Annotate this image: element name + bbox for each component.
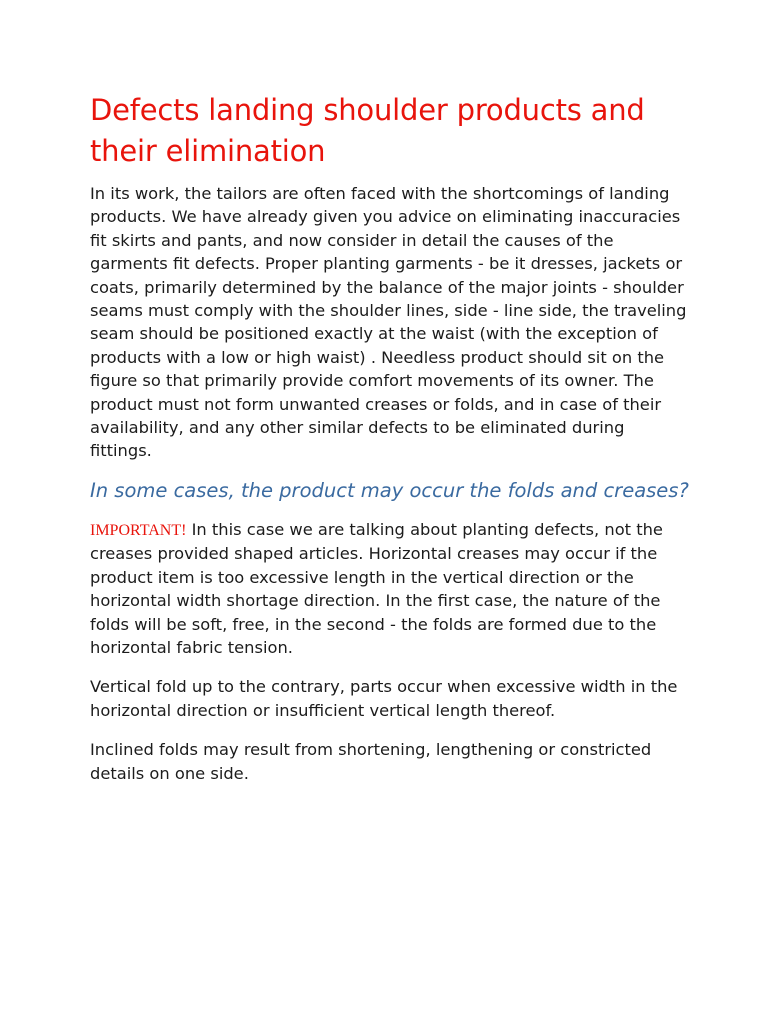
important-label: IMPORTANT! [90, 521, 187, 539]
document-page [90, 90, 690, 785]
intro-paragraph: In its work, the tailors are often faced with the shortcomings of landing products. We have already given you advice on eliminating inaccuracies fit skirts and pants, and now consider in detail the causes of the garments fit defects. Proper planting garments - be it dresses, jackets or coats, primarily determined by the balance of the major joints - shoulder seams must comply with the shoulder lines, side - line side, the traveling seam should be positioned exactly at the waist (with the exception of products with a low or high waist) . Needless product should sit on the figure so that primarily provide comfort movements of its owner. The product must not form unwanted creases or folds, and in case of their availability, and any other similar defects to be eliminated during fittings. [90, 184, 687, 461]
important-paragraph [90, 518, 690, 659]
document-title: Defects landing shoulder products and their elimination [90, 93, 645, 168]
vertical-fold-paragraph: Vertical fold up to the contrary, parts occur when excessive width in the horizontal direction or insufficient vertical length thereof. [90, 677, 678, 720]
inclined-fold-paragraph: Inclined folds may result from shortening, lengthening or constricted details on one side. [90, 740, 652, 783]
section-subheading: In some cases, the product may occur the folds and creases? [90, 478, 689, 502]
important-paragraph-text: In this case we are talking about planting defects, not the creases provided shaped articles. Horizontal creases may occur if the product item is too excessive length in the vertical direction or the horizontal width shortage direction. In the first case, the nature of the folds will be soft, free, in the second - the folds are formed due to the horizontal fabric tension. [90, 519, 663, 657]
